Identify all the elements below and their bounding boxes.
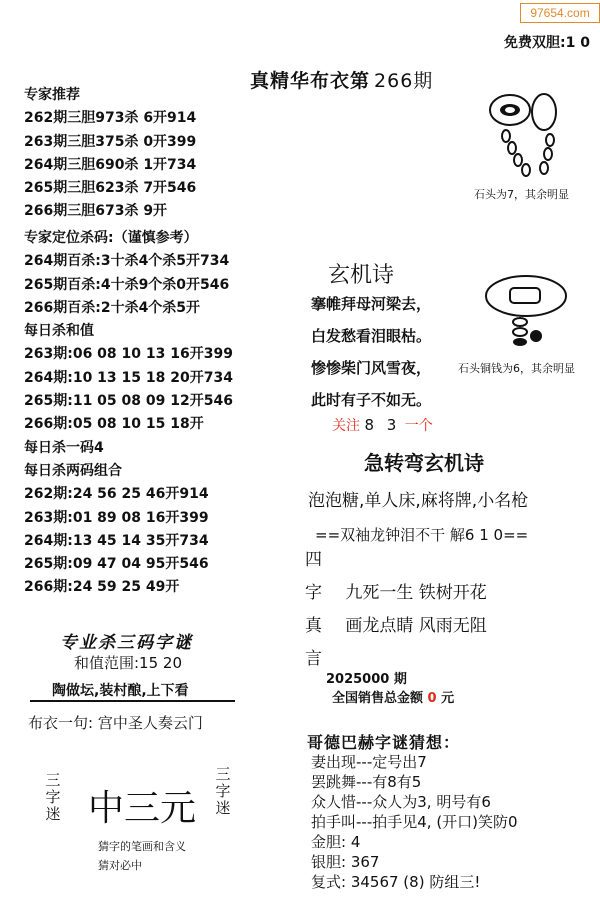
stone2-caption: 石头铜钱为6，其余明显	[458, 362, 575, 375]
kill-two-row: 265期:09 47 04 95开546	[24, 556, 209, 573]
goldbach-list	[311, 752, 518, 892]
expert-row: 266期三胆673杀 9开	[24, 203, 168, 220]
poem-line: 白发愁看泪眼枯。	[311, 327, 432, 345]
page-title	[250, 66, 433, 93]
position-kill-section	[24, 227, 233, 600]
truth-text: 九死一生 铁树开花	[345, 583, 487, 603]
position-kill-header: 专家定位杀码:（谨慎参考）	[24, 230, 198, 246]
riddle3-clue: 陶做坛,装村酿,上下看	[52, 683, 189, 699]
stone1-caption: 石头为7，其余明显	[474, 188, 569, 201]
position-kill-row: 266期百杀:2十杀4个杀5开	[24, 299, 201, 316]
poem-line: 惨惨柴门风雪夜，	[311, 359, 432, 377]
truth-head: 字	[305, 583, 322, 603]
buyi-sentence: 布衣一句: 宫中圣人奏云门	[28, 714, 203, 732]
expert-row: 263期三胆375杀 0开399	[24, 133, 197, 150]
follow-suffix: 一个	[404, 418, 433, 434]
stone-chain-illustration	[466, 88, 576, 188]
expert-header: 专家推荐	[24, 87, 80, 103]
truth-text: 画龙点睛 风雨无阻	[345, 616, 487, 636]
sales-total	[332, 687, 454, 706]
expert-section	[24, 84, 196, 224]
sum-kill-row: 265期:11 05 08 09 12开546	[24, 393, 233, 410]
sales-label: 全国销售总金额	[332, 691, 424, 706]
expert-row: 262期三胆973杀 6开914	[24, 110, 197, 127]
divider	[30, 700, 235, 702]
goldbach-line: 金胆: 4	[311, 833, 361, 851]
truth-head: 四	[305, 550, 322, 570]
goldbach-line: 银胆: 367	[311, 853, 380, 871]
follow-line	[332, 415, 433, 435]
poem-line: 此时有子不如无。	[311, 391, 432, 409]
kill-two-row: 262期:24 56 25 46开914	[24, 486, 209, 503]
truth-row	[305, 578, 487, 603]
riddle3-title: 专业杀三码字谜	[60, 633, 193, 653]
title-issue: 266期	[374, 70, 434, 92]
kill-two-header: 每日杀两码组合	[24, 462, 122, 479]
turn-poem-line: 泡泡糖,单人床,麻将牌,小名枪	[308, 491, 529, 511]
riddle-label-right: 三字迷	[215, 765, 231, 817]
goldbach-title: 哥德巴赫字谜猜想：	[307, 733, 461, 752]
goldbach-line: 妻出现---定号出7	[311, 753, 427, 771]
goldbach-line: 复式: 34567 (8) 防组三!	[311, 873, 481, 891]
poem-body	[311, 288, 431, 416]
truth-row	[305, 611, 487, 636]
truth-head: 言	[305, 649, 322, 669]
sales-period: 2025000 期	[326, 672, 407, 687]
goldbach-line: 罢跳舞---有8有5	[311, 773, 422, 791]
stone-coin-illustration	[480, 272, 580, 352]
riddle-label-left: 三字迷	[45, 771, 61, 823]
kill-two-row: 264期:13 45 14 35开734	[24, 532, 209, 549]
kill-two-row: 263期:01 89 08 16开399	[24, 509, 209, 526]
answer-note: 猜字的笔画和含义	[98, 840, 186, 853]
follow-digits: 8 3	[364, 416, 401, 434]
title-text: 真精华布衣第	[250, 70, 371, 92]
expert-row: 265期三胆623杀 7开546	[24, 180, 197, 197]
truth-row	[305, 545, 340, 570]
turn-poem-hint: ==双袖龙钟泪不干 解6 1 0==	[315, 526, 529, 544]
sum-kill-row: 263期:06 08 10 13 16开399	[24, 346, 233, 363]
kill-one-code: 每日杀一码4	[24, 439, 104, 456]
truth-row	[305, 644, 340, 669]
riddle3-range: 和值范围:15 20	[74, 654, 182, 672]
sum-kill-header: 每日杀和值	[24, 323, 94, 340]
kill-two-row: 266期:24 59 25 49开	[24, 579, 180, 596]
poem-title: 玄机诗	[328, 263, 395, 288]
turn-poem-title: 急转弯玄机诗	[364, 451, 484, 475]
answer-note: 猜对必中	[98, 859, 142, 872]
truth-head: 真	[305, 616, 322, 636]
site-watermark: 97654.com	[520, 3, 600, 23]
goldbach-line: 众人惜---众人为3, 明号有6	[311, 793, 491, 811]
riddle-answer: 中三元	[88, 787, 197, 828]
sales-unit: 元	[441, 691, 455, 706]
position-kill-row: 265期百杀:4十杀9个杀0开546	[24, 276, 230, 293]
sum-kill-row: 266期:05 08 10 15 18开	[24, 416, 204, 433]
goldbach-line: 拍手叫---拍手见4, (开口)笑防0	[311, 813, 518, 831]
sales-amount: 0	[427, 691, 437, 706]
poem-line: 搴帷拜母河梁去，	[311, 295, 432, 313]
expert-row: 264期三胆690杀 1开734	[24, 156, 197, 173]
sum-kill-row: 264期:10 13 15 18 20开734	[24, 369, 233, 386]
position-kill-row: 264期百杀:3十杀4个杀5开734	[24, 253, 230, 270]
follow-label: 关注	[332, 418, 360, 434]
free-double-pick: 免费双胆:1 0	[504, 35, 590, 51]
